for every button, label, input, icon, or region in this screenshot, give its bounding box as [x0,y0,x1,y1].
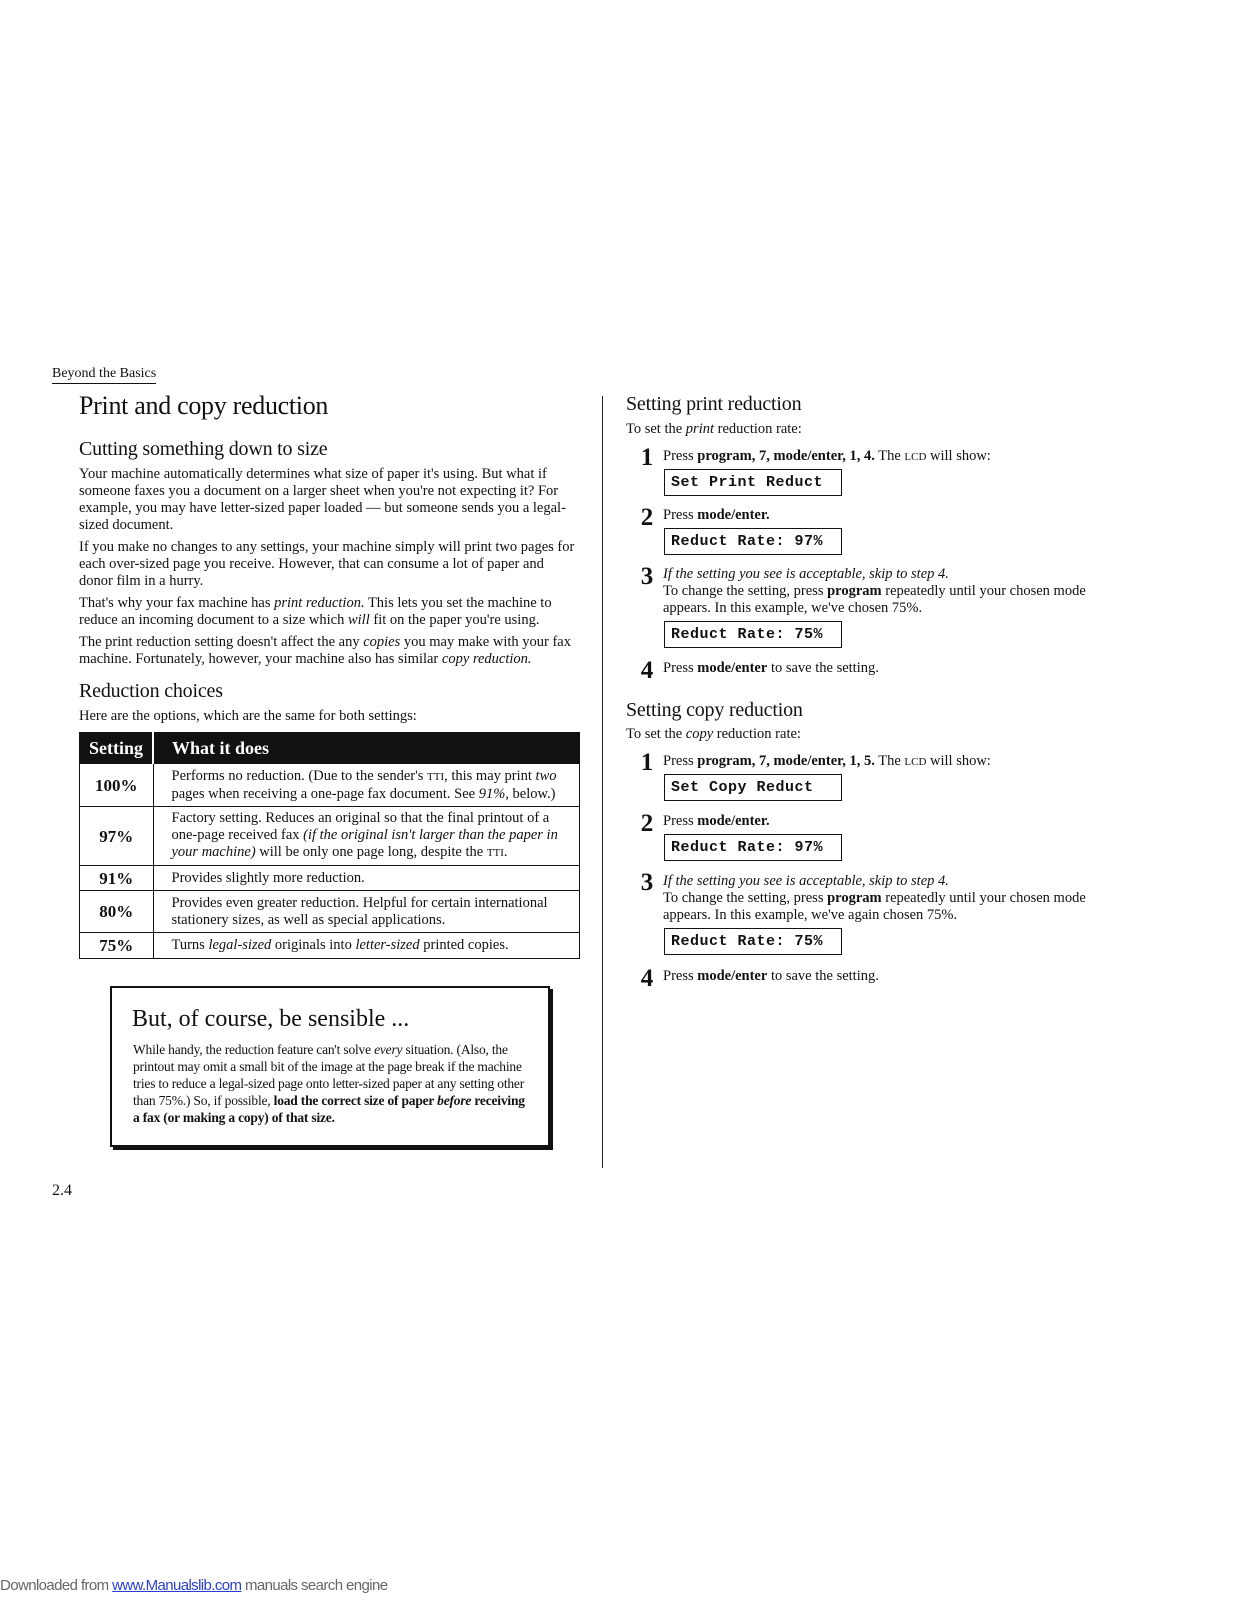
step-text: Press program, 7, mode/enter, 1, 4. The LCD will show: [663,448,991,464]
column-divider [602,396,603,1168]
description-cell: Factory setting. Reduces an original so that the final printout of a one-page received fax (if the original isn't larger than the paper in your machine) will be only one page long, despite the TTI. [153,807,580,866]
heading-copy-reduction: Setting copy reduction [626,699,803,721]
reduction-table [79,732,580,959]
paragraph: The print reduction setting doesn't affect the any copies you may make with your fax machine. Fortunately, however, your machine also has similar copy reduction. [79,634,571,667]
step-text: Press mode/enter. [663,507,770,523]
lcd-display: Reduct Rate: 75% [664,621,842,648]
lcd-display: Reduct Rate: 97% [664,528,842,555]
page-number: 2.4 [52,1182,72,1199]
paragraph: If you make no changes to any settings, your machine simply will print two pages for each over-sized page you receive. However, that can consume a lot of paper and donor film in a hurry. [79,539,575,589]
setting-cell: 75% [80,933,154,959]
setting-cell: 91% [80,866,154,891]
table-row [80,933,580,959]
callout-title: But, of course, be sensible ... [132,1006,410,1032]
step-number: 3 [640,563,654,590]
download-footer: Downloaded from www.Manualslib.com manuals search engine [0,1577,388,1594]
callout-box [110,986,550,1147]
paragraph: Your machine automatically determines what size of paper it's using. But what if someone faxes you a document on a larger sheet when you're not expecting it? For example, you may have letter-sized paper loaded — but someone sends you a legal-sized document. [79,466,566,533]
lcd-display: Set Print Reduct [664,469,842,496]
column-header-what: What it does [153,733,580,764]
table-row [80,891,580,933]
step-text: If the setting you see is acceptable, skip to step 4. To change the setting, press program repeatedly until your chosen mode appears. In this example, we've chosen 75%. [663,566,1086,616]
step-text: Press mode/enter to save the setting. [663,660,879,676]
section-heading-choices: Reduction choices [79,680,223,702]
choices-intro: Here are the options, which are the same for both settings: [79,708,417,724]
setting-cell: 100% [80,764,154,807]
step-text: Press mode/enter. [663,813,770,829]
lcd-display: Reduct Rate: 75% [664,928,842,955]
step-text: If the setting you see is acceptable, skip to step 4. To change the setting, press program repeatedly until your chosen mode appears. In this example, we've again chosen 75%. [663,873,1086,923]
description-cell: Performs no reduction. (Due to the sender's TTI, this may print two pages when receiving a one-page fax document. See 91%, below.) [153,764,580,807]
section-heading-cutting: Cutting something down to size [79,438,328,460]
step-number: 4 [640,965,654,992]
paragraph: That's why your fax machine has print reduction. This lets you set the machine to reduce an incoming document to a size which will fit on the paper you're using. [79,595,552,628]
step-number: 2 [640,810,654,837]
step-number: 3 [640,869,654,896]
heading-print-reduction: Setting print reduction [626,393,802,415]
table-header-row [80,733,580,764]
callout-body: While handy, the reduction feature can't solve every situation. (Also, the printout may omit a small bit of the image at the page break if the machine tries to reduce a legal-sized page onto letter-sized paper at any setting other than 75%.) So, if possible, load the correct size of paper before receiving a fax (or making a copy) of that size. [133,1042,525,1125]
manualslib-link[interactable]: www.Manualslib.com [112,1577,242,1594]
lcd-display: Set Copy Reduct [664,774,842,801]
step-number: 2 [640,504,654,531]
step-text: Press program, 7, mode/enter, 1, 5. The LCD will show: [663,753,991,769]
table-row [80,866,580,891]
step-text: Press mode/enter to save the setting. [663,968,879,984]
copy-reduction-intro: To set the copy reduction rate: [626,726,801,742]
table-row [80,764,580,807]
print-reduction-intro: To set the print reduction rate: [626,421,802,437]
column-header-setting: Setting [80,733,154,764]
description-cell: Provides even greater reduction. Helpful for certain international stationery sizes, as well as special applications. [153,891,580,933]
page-title: Print and copy reduction [79,391,329,420]
step-number: 4 [640,657,654,684]
lcd-display: Reduct Rate: 97% [664,834,842,861]
table-row [80,807,580,866]
running-head: Beyond the Basics [52,366,156,384]
step-number: 1 [640,749,654,776]
description-cell: Turns legal-sized originals into letter-sized printed copies. [153,933,580,959]
setting-cell: 80% [80,891,154,933]
setting-cell: 97% [80,807,154,866]
step-number: 1 [640,444,654,471]
section-cutting-body [79,466,579,673]
description-cell: Provides slightly more reduction. [153,866,580,891]
